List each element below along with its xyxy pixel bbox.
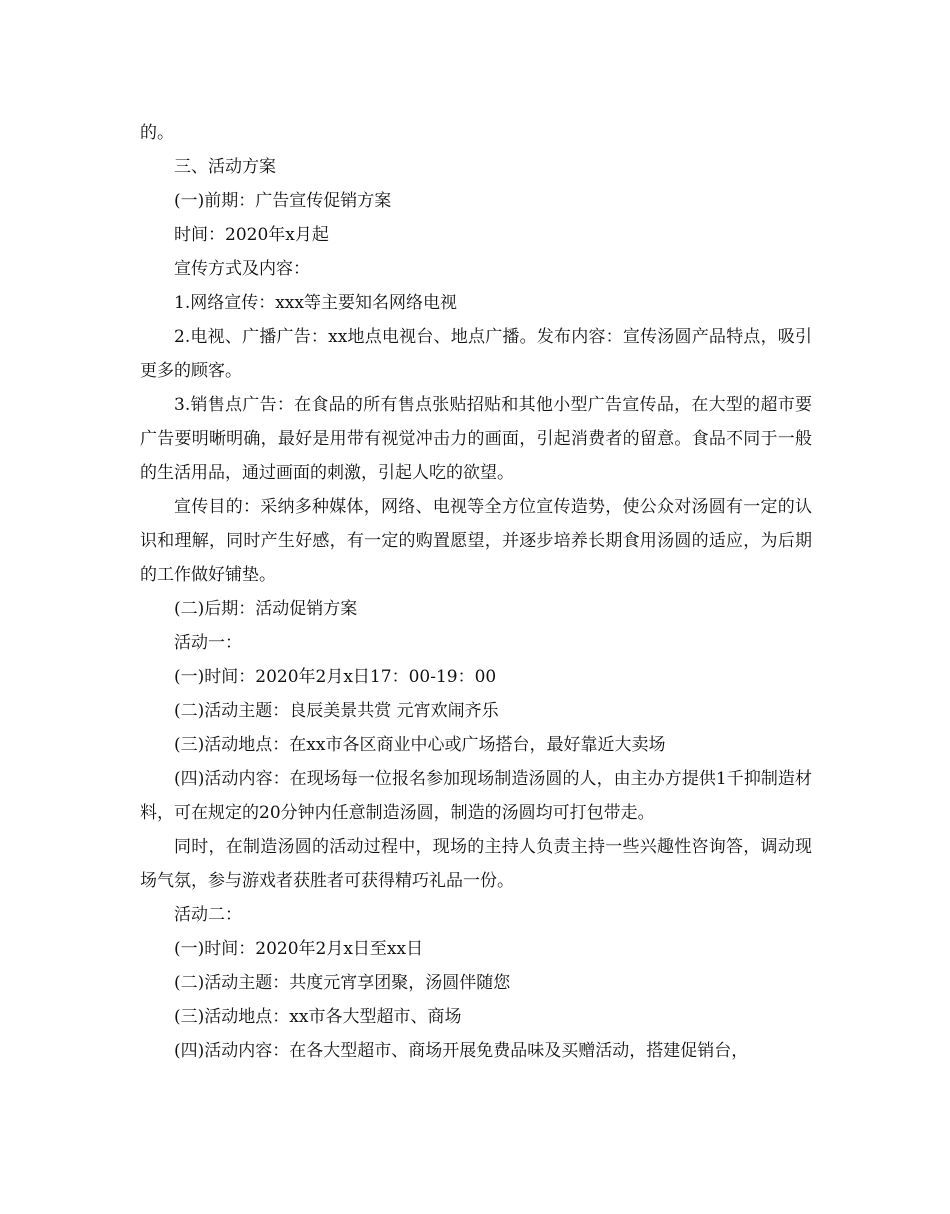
paragraph-promo-purpose: 宣传目的：采纳多种媒体，网络、电视等全方位宣传造势，使公众对汤圆有一定的认识和理解，同时产生好感，有一定的购置愿望，并逐步培养长期食用汤圆的适应，为后期的工作做好铺垫。 [140, 497, 812, 585]
activity-one-extra: 同时，在制造汤圆的活动过程中，现场的主持人负责主持一些兴趣性咨询答，调动现场气氛，参与游戏者获胜者可获得精巧礼品一份。 [140, 837, 812, 891]
section-heading-activity-plan: 三、活动方案 [174, 157, 276, 177]
activity-one-location: (三)活动地点：在xx市各区商业中心或广场搭台，最好靠近大卖场 [174, 735, 666, 755]
activity-one-time: (一)时间：2020年2月x日17：00-19：00 [174, 667, 497, 687]
activity-two-time: (一)时间：2020年2月x日至xx日 [174, 939, 424, 959]
list-item-tv-radio-ads: 2.电视、广播广告：xx地点电视台、地点广播。发布内容：宣传汤圆产品特点，吸引更多的顾客。 [140, 327, 812, 381]
activity-one-theme: (二)活动主题：良辰美景共赏 元宵欢闹齐乐 [174, 701, 499, 721]
paragraph-continuation: 的。 [140, 123, 174, 143]
subsection-heading-late-phase: (二)后期：活动促销方案 [174, 599, 358, 619]
activity-two-theme: (二)活动主题：共度元宵享团聚，汤圆伴随您 [174, 973, 511, 993]
subsection-heading-early-phase: (一)前期：广告宣传促销方案 [174, 191, 392, 211]
activity-one-heading: 活动一： [174, 633, 242, 653]
activity-two-location: (三)活动地点：xx市各大型超市、商场 [174, 1007, 462, 1027]
paragraph-time: 时间：2020年x月起 [174, 225, 329, 245]
activity-two-heading: 活动二： [174, 905, 242, 925]
activity-two-content: (四)活动内容：在各大型超市、商场开展免费品味及买赠活动，搭建促销台， [174, 1041, 749, 1061]
list-item-point-of-sale-ads: 3.销售点广告：在食品的所有售点张贴招贴和其他小型广告宣传品，在大型的超市要广告要明晰明确，最好是用带有视觉冲击力的画面，引起消费者的留意。食品不同于一般的生活用品，通过画面的刺激，引起人吃的欲望。 [140, 395, 812, 483]
document-body [140, 116, 812, 1068]
list-item-online-promo: 1.网络宣传：xxx等主要知名网络电视 [174, 293, 457, 313]
paragraph-promo-methods: 宣传方式及内容： [174, 259, 310, 279]
activity-one-content: (四)活动内容：在现场每一位报名参加现场制造汤圆的人，由主办方提供1千抑制造材料，可在规定的20分钟内任意制造汤圆，制造的汤圆均可打包带走。 [140, 769, 812, 823]
